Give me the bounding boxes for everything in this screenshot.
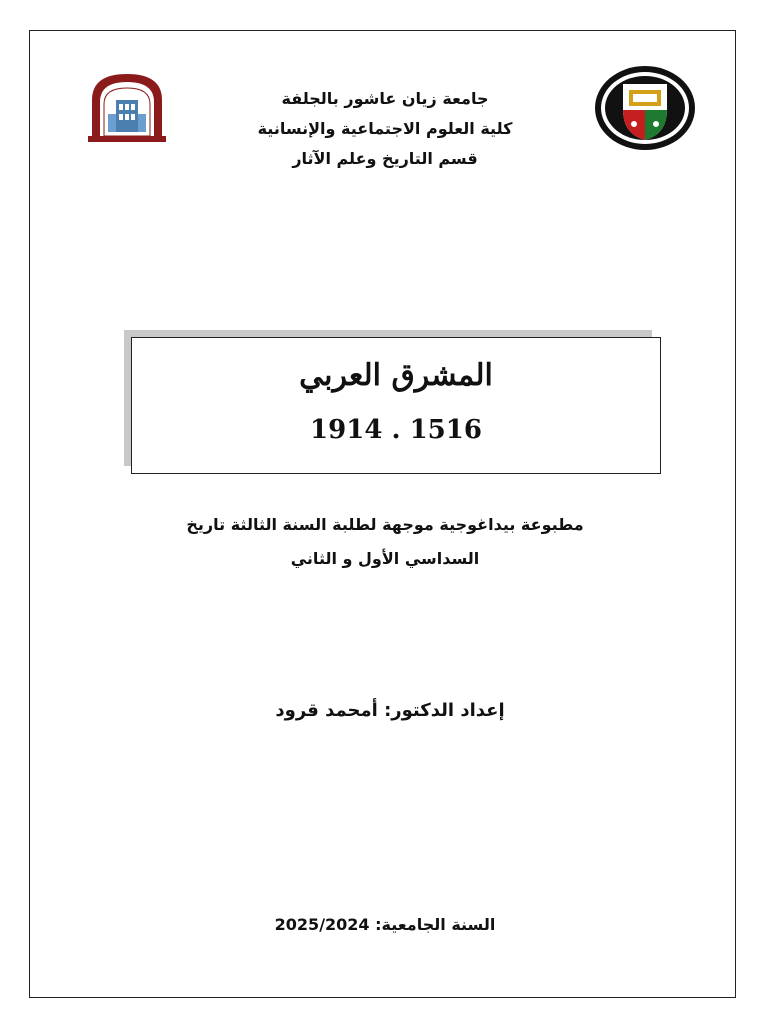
subtitle-line-2: السداسي الأول و الثاني: [290, 549, 480, 568]
header-block: [200, 84, 570, 174]
faculty-name: كلية العلوم الاجتماعية والإنسانية: [257, 119, 513, 138]
subtitle-block: [150, 508, 620, 576]
academic-year-label: السنة الجامعية:: [375, 915, 496, 934]
title-box: [131, 337, 661, 474]
faculty-seal-icon: [86, 70, 168, 146]
subtitle-line-1: مطبوعة بيداغوجية موجهة لطلبة السنة الثالثة تاريخ: [186, 515, 584, 534]
department-name: قسم التاريخ وعلم الآثار: [292, 149, 478, 168]
university-emblem-icon: [593, 64, 697, 152]
university-name: جامعة زيان عاشور بالجلفة: [281, 89, 489, 108]
period-years: 1914 . 1516: [310, 415, 482, 445]
author-credit: إعداد الدكتور: أمحمد قرود: [275, 700, 505, 721]
document-title: المشرق العربي: [299, 358, 493, 393]
academic-year-value: 2025/2024: [274, 915, 370, 934]
academic-year: [200, 910, 570, 940]
